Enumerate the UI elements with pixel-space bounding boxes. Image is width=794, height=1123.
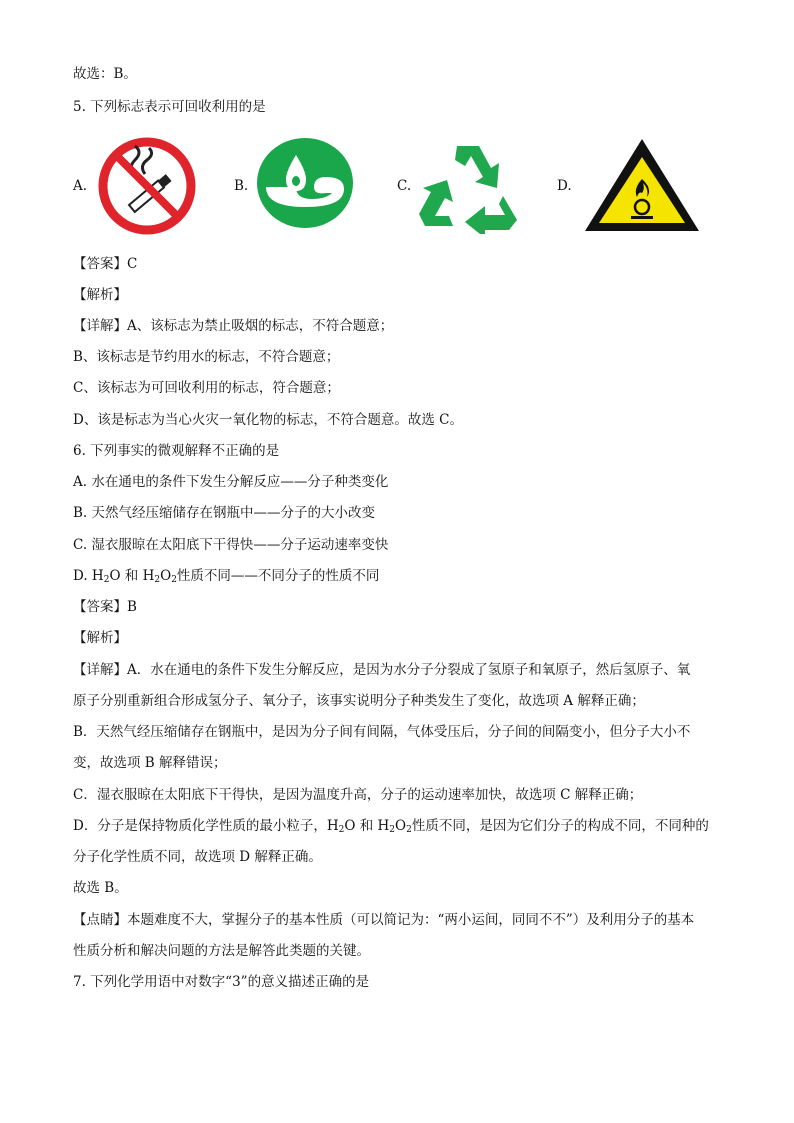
text-fragment: O (395, 818, 407, 834)
text-fragment: O 和 H (344, 818, 390, 834)
detail-6-line: C．湿衣服晾在太阳底下干得快，是因为温度升高，分子的运动速率加快，故选项 C 解释正确； (73, 787, 643, 803)
detail-6-line (73, 816, 709, 836)
option-b-label: B. (234, 178, 249, 194)
subscript: 2 (171, 575, 177, 585)
option-c-label: C. (397, 178, 412, 194)
detail-5-line: B、该标志是节约用水的标志，不符合题意； (73, 349, 340, 365)
text-fragment: 性质不同，是因为它们分子的构成不同，不同种的 (411, 818, 709, 834)
subscript: 2 (406, 825, 412, 835)
subscript: 2 (389, 825, 396, 835)
tip-line: 性质分析和解决问题的方法是解答此类题的关键。 (73, 943, 370, 959)
answer-6: 【答案】B (73, 599, 137, 615)
tip-line: 【点睛】本题难度不大，掌握分子的基本性质（可以简记为：“两小运间，同同不不”）及利用分子的基本 (73, 912, 695, 928)
subscript: 2 (103, 575, 110, 585)
question-6-option-c: C. 湿衣服晾在太阳底下干得快——分子运动速率变快 (73, 537, 389, 553)
text-fragment: 性质不同——不同分子的性质不同 (176, 568, 380, 584)
question-7: 7. 下列化学用语中对数字“3”的意义描述正确的是 (73, 974, 370, 990)
detail-6-line: 【详解】A．水在通电的条件下发生分解反应，是因为水分子分裂成了氢原子和氧原子，然后氢原子、氧 (73, 662, 691, 678)
detail-6-line: 原子分别重新组合形成氢分子、氧分子，该事实说明分子种类发生了变化，故选项 A 解释正确； (73, 693, 645, 709)
detail-5-line: D、该是标志为当心火灾一氧化物的标志，不符合题意。故选 C。 (73, 412, 463, 428)
text-line: 故选：B。 (73, 66, 137, 82)
oxidizer-warning-sign-icon (583, 137, 701, 233)
detail-5-line: C、该标志为可回收利用的标志，符合题意； (73, 380, 340, 396)
detail-6-line: B．天然气经压缩储存在钢瓶中，是因为分子间有间隔，气体受压后，分子间的间隔变小，但分子大小不 (73, 724, 691, 740)
analysis-6-heading: 【解析】 (73, 630, 127, 646)
analysis-5-heading: 【解析】 (73, 287, 127, 303)
subscript: 2 (338, 825, 345, 835)
recycle-sign-icon (417, 138, 525, 234)
question-6-option-a: A. 水在通电的条件下发生分解反应——分子种类变化 (73, 474, 389, 490)
subscript: 2 (154, 575, 161, 585)
text-fragment: O 和 H (109, 568, 155, 584)
water-saving-sign-icon (256, 137, 354, 229)
option-a-label: A. (73, 178, 88, 194)
question-6-option-b: B. 天然气经压缩储存在钢瓶中——分子的大小改变 (73, 505, 376, 521)
detail-5-line: 【详解】A、该标志为禁止吸烟的标志，不符合题意； (73, 318, 394, 334)
question-5: 5. 下列标志表示可回收利用的是 (73, 99, 266, 115)
detail-6-line: 分子化学性质不同，故选项 D 解释正确。 (73, 849, 322, 865)
conclusion: 故选 B。 (73, 880, 128, 896)
answer-5: 【答案】C (73, 256, 138, 272)
text-fragment: O (160, 568, 172, 584)
text-fragment: D. H (73, 568, 104, 584)
question-6-option-d (73, 566, 379, 586)
option-d-label: D. (557, 178, 572, 194)
question-6: 6. 下列事实的微观解释不正确的是 (73, 443, 280, 459)
no-smoking-sign-icon (95, 136, 199, 236)
text-fragment: D．分子是保持物质化学性质的最小粒子，H (73, 818, 339, 834)
detail-6-line: 变，故选项 B 解释错误； (73, 755, 227, 771)
